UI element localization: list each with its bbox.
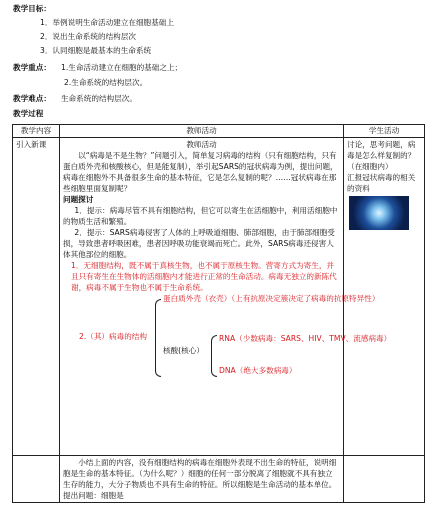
nucleic-core: 核酸(核心） bbox=[163, 346, 204, 355]
inner-brace bbox=[211, 335, 217, 377]
key-label: 教学重点： bbox=[13, 63, 51, 72]
goal-item-2: 2．说出生命系统的结构层次 bbox=[40, 32, 136, 41]
difficulty-label: 教学难点： bbox=[13, 94, 51, 103]
dna-line: DNA（绝大多数病毒） bbox=[219, 366, 297, 375]
goal-item-1: 1．举例说明生命活动建立在细胞基础上 bbox=[40, 18, 174, 27]
header-teacher: 教师活动 bbox=[60, 125, 344, 138]
table-header-row bbox=[13, 125, 425, 138]
process-label: 教学过程 bbox=[13, 109, 44, 118]
intro-paragraph: 以“病毒是不是生物？”问题引入，简单复习病毒的结构（只有细胞结构，只有蛋白质外壳和核酸核心，但是能复制），举引起SARS的冠状病毒为例，提出问题，病毒在细胞外不具备很多生命的基本特征，它是怎么复制的呢？……冠状病毒在那些细胞里面复制呢？ bbox=[63, 151, 338, 193]
outer-brace bbox=[155, 299, 161, 377]
cell-content: 引入新课 bbox=[13, 138, 60, 456]
protein-shell: 蛋白质外壳（衣壳）（上有抗原决定簇决定了病毒的抗原特异性） bbox=[163, 294, 380, 303]
virus-image bbox=[349, 196, 409, 230]
table-row bbox=[13, 138, 425, 456]
header-content: 教学内容 bbox=[13, 125, 60, 138]
key-item-1: 1.生命活动建立在细胞的基础之上； bbox=[61, 63, 183, 72]
goal-item-3: 3．认同细胞是最基本的生命系统 bbox=[40, 46, 152, 55]
student-activity: 讨论，思考问题，病毒是怎么样复制的？（在细胞内） 汇报冠状病毒的相关的资料 bbox=[347, 140, 416, 193]
rna-line: RNA（少数病毒：SARS、HIV、TMV、流感病毒） bbox=[219, 334, 392, 343]
header-student: 学生活动 bbox=[344, 125, 425, 138]
red-note: 1．无细胞结构，既不属于真核生物，也不属于原核生物。营寄方式为寄生，并且只有寄生在生物体的活细胞内才能进行正常的生命活动。病毒无独立的新陈代谢，病毒不属于生物也不属于生命系统。 bbox=[71, 261, 337, 292]
goals-title: 教学目标： bbox=[13, 4, 51, 13]
answer-1: 1．提示：病毒尽管不具有细胞结构，但它可以寄生在活细胞中，利用活细胞中的物质生活和繁殖。 bbox=[63, 206, 338, 226]
structure-label: 2.（其）病毒的结构 bbox=[79, 332, 147, 341]
section-title: 问题探讨 bbox=[63, 195, 94, 204]
summary-cell bbox=[60, 456, 344, 503]
summary-text: 小结上面的内容，没有细胞结构的病毒在细胞外表现不出生命的特征，说明细胞是生命的基本特征。（为什么呢？）细胞的任何一部分脱离了细胞就不具有独立生存的能力，大分子物质也不具有生命的特征。所以细胞是生命活动的基本单位。提出问题：细胞是 bbox=[63, 458, 337, 500]
lesson-table bbox=[12, 124, 425, 503]
virus-structure-diagram bbox=[63, 293, 392, 385]
teacher-title: 教师活动 bbox=[186, 140, 217, 149]
key-item-2: 2.生命系统的结构层次。 bbox=[64, 78, 148, 87]
difficulty-text: 生命系统的结构层次。 bbox=[61, 94, 137, 103]
table-row bbox=[13, 456, 425, 503]
answer-2: 2．提示：SARS病毒侵害了人体的上呼吸道细胞、肺部细胞，由于肺部细胞受损，导致患者呼吸困难，患者因呼吸功能衰竭而死亡。此外，SARS病毒还侵害人体其他部位的细胞。 bbox=[63, 228, 335, 259]
